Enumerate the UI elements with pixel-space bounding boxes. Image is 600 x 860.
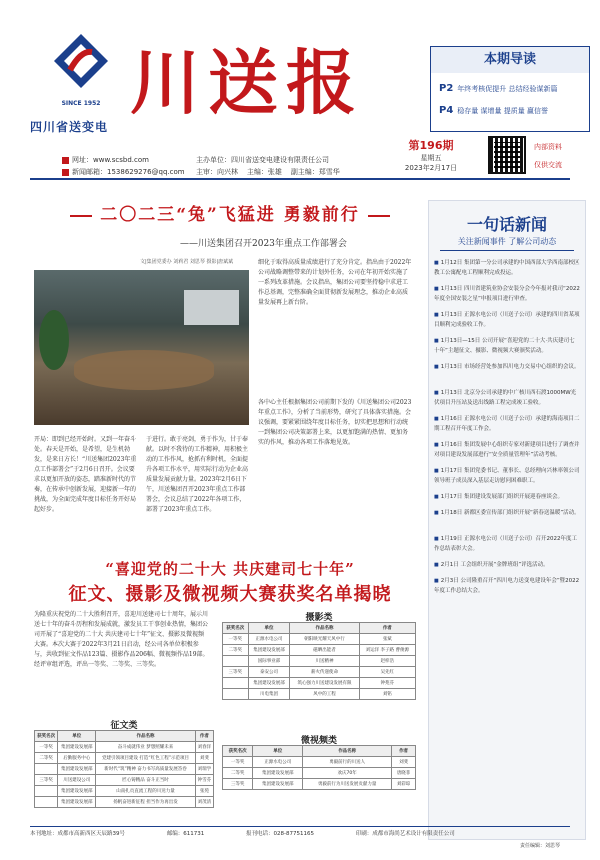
table-row	[223, 768, 416, 779]
table-header-row	[223, 623, 416, 634]
news-item[interactable]: ■ 1月13日—15日 公司开展“喜迎党的二十大·共庆建司七十年”主题征文、摄影、微视频大赛颁奖活动。	[434, 336, 580, 356]
table-cell: 赵梓浩	[359, 656, 415, 667]
table-cell: 新时代“筑”精神 奋力书写高质量发展答卷	[96, 764, 195, 775]
table-cell: 一等奖	[223, 757, 253, 768]
table-header-row	[35, 731, 214, 742]
news-item[interactable]: ■ 1月12日 集团第一分公司承建的中国西部大学西南部校区教工公寓配电工程顺利完成投运。	[434, 258, 580, 278]
table-header-cell: 作品名称	[96, 731, 195, 742]
news-item[interactable]: ■ 1月17日 集团党委书记、董事长、总经理向兴林率领公司领导班子成员深入基层走访慰问困难职工。	[434, 466, 580, 486]
company-logo-icon	[52, 32, 110, 90]
table-cell: 集团建设发展部	[58, 764, 96, 775]
table-cell: 刘春洋	[195, 742, 213, 753]
table-cell: 党建引领项目建设 打造“红色工程”示范项目	[96, 753, 195, 764]
table-cell: 三等奖	[223, 779, 253, 790]
news-item[interactable]: ■ 1月13日 北京分公司承建的中广核川西石渡1000MW光伏项目升压站及送出线路工程完成竣工验收。	[434, 388, 580, 408]
table-header-cell: 获奖名次	[223, 623, 249, 634]
table-cell	[35, 764, 58, 775]
table-cell: 奋斗成就伟业 梦想照耀未来	[96, 742, 195, 753]
side-note: 内部资料	[534, 143, 562, 151]
table-cell: 川电集团	[248, 689, 290, 700]
table-cell: 二等奖	[35, 753, 58, 764]
table-row	[223, 667, 416, 678]
table-cell	[223, 689, 249, 700]
photo-table	[222, 622, 416, 700]
table-cell: 张斌	[359, 634, 415, 645]
table-cell: 泰安公司	[248, 667, 290, 678]
table-cell: 集团建设发展部	[253, 768, 303, 779]
table-cell: 二等奖	[223, 645, 249, 656]
table-cell: 匠心铸精品 奋斗正当时	[96, 775, 195, 786]
table-header-cell: 作品名称	[303, 746, 392, 757]
table-cell: 勇毅前行的川送人	[303, 757, 392, 768]
table-cell: 刘茂清	[195, 797, 213, 808]
table-cell: 刘运洋 李子路 曹俊源	[359, 645, 415, 656]
table-cell: 川送建设公司	[58, 775, 96, 786]
table-cell: 唐晓菲	[392, 768, 416, 779]
issue-info	[396, 137, 466, 173]
issue-date: 2023年2月17日	[404, 164, 458, 172]
news-item[interactable]: ■ 2月1日 工会组织开展“金牌班组”评选活动。	[434, 560, 580, 570]
table-row	[223, 678, 416, 689]
sponsor: 主办单位：四川省送变电建设有限责任公司	[196, 156, 329, 164]
table-row	[223, 656, 416, 667]
news-item[interactable]: ■ 1月16日 集团发展中心组织专家对新建项目进行了调查并对项目建设发展部进行“安全质量管理年”活动考核。	[434, 440, 580, 460]
footer	[30, 826, 570, 838]
photo-table-title: 摄影类	[305, 613, 333, 623]
table-cell: 一等奖	[35, 742, 58, 753]
article1-headline: 二〇二三“兔”飞猛进 勇毅前行	[50, 200, 410, 225]
footer-phone: 报刊电话：028-87751165	[246, 831, 314, 837]
issue-number: 第196期	[408, 139, 454, 152]
article1-subhead: ——川送集团召开2023年重点工作部署会	[180, 239, 347, 249]
news-item[interactable]: ■ 1月18日 新都区委宣传部门组织开展“新春送温暖”活动。	[434, 508, 580, 518]
table-cell: 刘彩琼	[392, 779, 416, 790]
table-cell: 朝阳映光耀天风中行	[290, 634, 359, 645]
guide-item[interactable]: P2 年终考核促提升 总结经验谋新篇	[439, 83, 558, 94]
table-cell: 风中的工程	[290, 689, 359, 700]
table-cell: 钟雪芬	[195, 775, 213, 786]
divider	[440, 250, 574, 251]
table-cell: 集团建设发展部	[58, 742, 96, 753]
editor-line: 主审：向兴林 主编：张雄 副主编：郑雪华	[196, 168, 340, 176]
article2-intro: 为隆重庆祝党的二十大胜利召开，喜迎川送建司七十周年，展示川送七十年的奋斗历程和发展成就，激发员工干事创业热情，集团公司开展了“喜迎党的二十大 共庆建司七十年”征文、摄影及微视频大赛。本次大赛于2022年3月21日启动，经公司各单位积极参与，共收到征文作品123篇、摄影作品206幅、微视频作品19部。经评审组评选，评出一等奖、二等奖、三等奖。	[34, 611, 209, 668]
table-cell: 三等奖	[223, 667, 249, 678]
news-item[interactable]: ■ 1月19日 正源水电公司（川送子公司）召开2022年度工作总结表彰大会。	[434, 534, 580, 554]
table-cell: 钟苑芬	[359, 678, 415, 689]
table-cell: 磁晒出能者	[290, 645, 359, 656]
table-cell: 筑心强力川送建设发展有限	[290, 678, 359, 689]
news-item[interactable]: ■ 1月17日 集团建设发展部门组织开展迎春座谈会。	[434, 492, 580, 502]
table-header-cell: 作者	[359, 623, 415, 634]
article1-col1: 开局：即到已经开始时。又到一年奋斗处。春天是开始，是希望，是生机勃发，是来日方长！“川送集团2023年重点工作部署会”于2月6日召开。会议要求以更加开放的姿态，踏准新时代的节奏，在传承中创新发展，迎接新一年的挑战，为全面完成年度目标任务开好局起好步。	[34, 436, 137, 513]
website[interactable]: 网址：www.scsbd.com	[62, 155, 149, 165]
news-item[interactable]: ■ 1月16日 正源水电公司（川送子公司）承建的海南项目二期工程召开年度工作会。	[434, 414, 580, 434]
issue-weekday: 星期五	[420, 154, 442, 162]
table-row	[223, 757, 416, 768]
footer-post: 邮编：611731	[166, 831, 205, 837]
issue-guide	[430, 46, 590, 132]
since-label: SINCE 1952	[61, 100, 101, 107]
article1-col4: 各中心主任根据集团公司前期下发的《川送集团公司2023年重点工作》，分析了当前形势，研究了具体落实措施。会议强调，要紧紧围绕年度目标任务，切实把思想和行动统一到集团公司决策部署上来，以更加饱满的热情、更加务实的作风，推动各项工作落地见效。	[258, 399, 412, 446]
guide-item[interactable]: P4 稳存量 谋增量 提质量 赢信誉	[439, 105, 548, 116]
table-cell: 刘斐	[392, 757, 416, 768]
email[interactable]: 新闻邮箱：1538629276@qq.com	[62, 167, 185, 177]
news-item[interactable]: ■ 2月3日 公司隆重召开“四川电力送变电建设年会”暨2022年度工作总结大会。	[434, 576, 580, 596]
meeting-photo	[34, 270, 249, 425]
globe-icon	[62, 157, 69, 164]
table-cell	[223, 656, 249, 667]
table-cell: 正源水电公司	[253, 757, 303, 768]
table-cell: 集团建设发展部	[58, 797, 96, 808]
article1-col3: 细化于取得高质量成绩进行了充分肯定。指出由于2022年公司战略调整带来的计划外任务，公司在年初开始实施了一系列改革措施。会议指出，集团公司要坚持稳中求进工作总基调，完整准确全面贯彻新发展理念，推动企业高质量发展再上新台阶。	[258, 259, 412, 306]
table-row	[223, 779, 416, 790]
table-header-row	[223, 746, 416, 757]
table-cell: 二等奖	[223, 768, 253, 779]
table-cell: 集团建设发展部	[248, 678, 290, 689]
table-header-cell: 单位	[248, 623, 290, 634]
divider	[30, 178, 570, 180]
news-item[interactable]: ■ 1月13日 市场经营处参加四川电力交易中心组织的会议。	[434, 362, 580, 372]
table-header-cell: 作者	[392, 746, 416, 757]
table-cell: 刘斐	[195, 753, 213, 764]
table-cell: 扬帆奋进新征程 担当作为再出发	[96, 797, 195, 808]
table-row	[35, 775, 214, 786]
table-cell: 刘铭	[359, 689, 415, 700]
qr-code-icon[interactable]	[488, 136, 526, 174]
table-cell: 张苑	[195, 786, 213, 797]
news-item[interactable]: ■ 1月13日 四川省建筑业协会安装分会今年报对我司“2022年度全国安装之星”申报项目进行审查。	[434, 284, 580, 304]
essay-table	[34, 730, 214, 808]
table-row	[35, 753, 214, 764]
table-cell: 吴先红	[359, 667, 415, 678]
footer-editor: 责任编辑：刘思琴	[520, 843, 561, 849]
table-cell: 薪火传递使命	[290, 667, 359, 678]
table-cell: 刘瑞学	[195, 764, 213, 775]
table-row	[35, 786, 214, 797]
table-cell: 正源水电公司	[248, 634, 290, 645]
table-cell: 国际事业部	[248, 656, 290, 667]
article2-headline-b: 征文、摄影及微视频大赛获奖名单揭晓	[68, 584, 392, 605]
table-header-cell: 作品名称	[290, 623, 359, 634]
company-name: 四川省送变电	[30, 120, 109, 134]
table-row	[35, 797, 214, 808]
table-row	[223, 645, 416, 656]
article1-byline: 文|集团党委办 刘莉君 刘思琴 摄影|唐斌斌	[140, 259, 234, 265]
table-cell: 后勤服务中心	[58, 753, 96, 764]
table-cell: 一等奖	[223, 634, 249, 645]
table-header-cell: 获奖名次	[35, 731, 58, 742]
table-header-cell: 单位	[58, 731, 96, 742]
video-table-title: 微视频类	[300, 736, 337, 746]
table-cell: 川送精神	[290, 656, 359, 667]
masthead	[0, 0, 600, 152]
table-cell: 集团建设发展部	[253, 779, 303, 790]
table-cell: 集团建设发展部	[58, 786, 96, 797]
table-row	[223, 689, 416, 700]
article1-col2: 于进行。敢于亮剑，勇于作为，甘于奉献。以时不我待的工作精神，用积极主动的工作作风，抢抓有利时机，全面提升各项工作水平，用实际行动为企业高质量发展贡献力量。2023年2月6日下午，川送集团召开2023年重点工作部署会，会议总结了2022年各项工作，部署了2023年重点工作。	[146, 436, 249, 513]
footer-address: 本刊地址：成都市高新西区天辰路39号	[30, 831, 125, 837]
table-cell: 欢庆70年	[303, 768, 392, 779]
table-header-cell: 获奖名次	[223, 746, 253, 757]
guide-title: 本期导读	[431, 47, 589, 73]
mail-icon	[62, 169, 69, 176]
side-note: 仅供交流	[534, 161, 562, 169]
table-cell: 山南扎贡直流工程的川送力量	[96, 786, 195, 797]
news-title: 一句话新闻	[466, 215, 547, 234]
table-cell	[223, 678, 249, 689]
news-item[interactable]: ■ 1月13日 正源水电公司（川送子公司）承建的四川省某项目顺利完成验收工作。	[434, 310, 580, 330]
news-subtitle: 关注新闻事件 了解公司动态	[457, 237, 557, 246]
table-cell	[35, 797, 58, 808]
table-row	[35, 742, 214, 753]
table-cell: 三等奖	[35, 775, 58, 786]
table-row	[223, 634, 416, 645]
paper-title: 川送报	[130, 41, 364, 124]
essay-table-title: 征文类	[110, 721, 138, 731]
table-cell: 集团建设发展部	[248, 645, 290, 656]
table-row	[35, 764, 214, 775]
table-header-cell: 单位	[253, 746, 303, 757]
footer-print: 印刷：成都市海尚艺术设计有限责任公司	[355, 831, 455, 837]
table-cell	[35, 786, 58, 797]
table-cell: 勇毅前行为川送发展贡献力量	[303, 779, 392, 790]
video-table	[222, 745, 416, 790]
article2-headline-a: “喜迎党的二十大 共庆建司七十年”	[105, 560, 355, 578]
table-header-cell: 作者	[195, 731, 213, 742]
